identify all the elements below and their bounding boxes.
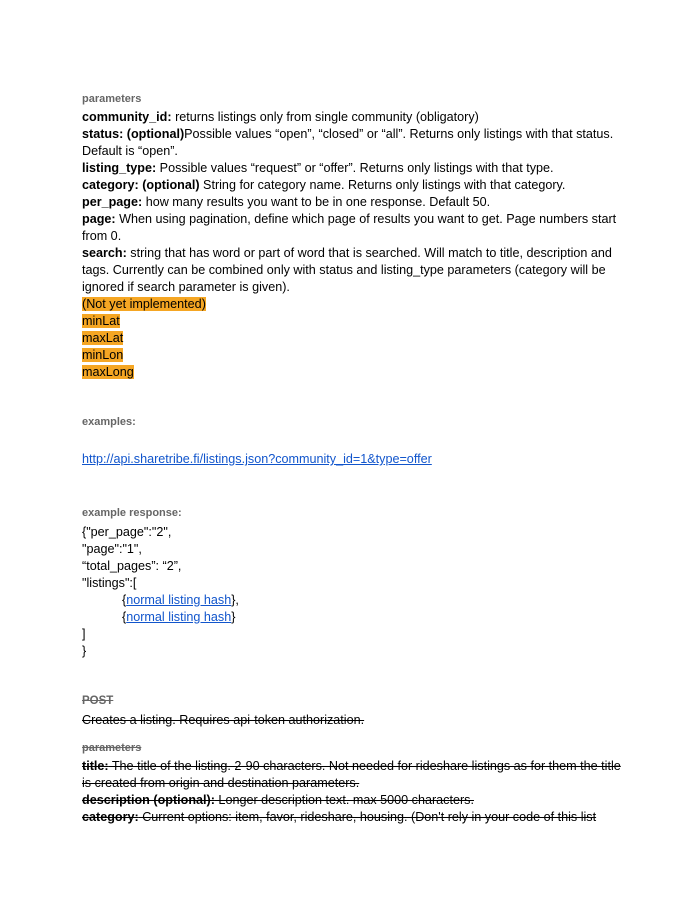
param-per-page bbox=[82, 194, 622, 211]
param-label: description (optional): bbox=[82, 793, 215, 807]
param-status bbox=[82, 126, 622, 160]
post-param-description bbox=[82, 792, 622, 809]
param-listing-type bbox=[82, 160, 622, 177]
param-text: String for category name. Returns only listings with that category. bbox=[199, 178, 566, 192]
response-line: "listings":[ bbox=[82, 576, 137, 590]
param-search bbox=[82, 245, 622, 296]
param-category bbox=[82, 177, 622, 194]
param-text: The title of the listing. 2-90 characters. Not needed for rideshare listings as for them the title is created from origin and destination parameters. bbox=[82, 759, 621, 790]
param-text: string that has word or part of word that is searched. Will match to title, description and tags. Currently can be combined only with status and listing_type parameters (category will be ignored if search parameter is given). bbox=[82, 246, 612, 294]
listing-hash-link[interactable]: normal listing hash bbox=[126, 593, 232, 607]
response-line: "page":"1", bbox=[82, 542, 142, 556]
geo-param bbox=[82, 330, 622, 347]
post-param-category bbox=[82, 809, 622, 826]
param-label: community_id: bbox=[82, 110, 172, 124]
brace-close: } bbox=[231, 610, 236, 624]
param-text: Longer description text. max 5000 characters. bbox=[214, 793, 474, 807]
listing-hash-link[interactable]: normal listing hash bbox=[126, 610, 232, 624]
param-text: returns listings only from single community (obligatory) bbox=[171, 110, 479, 124]
post-param-title bbox=[82, 758, 622, 792]
brace-close: }, bbox=[231, 593, 239, 607]
geo-param bbox=[82, 364, 622, 381]
post-description: Creates a listing. Requires api-token authorization. bbox=[82, 713, 365, 727]
param-label: per_page: bbox=[82, 195, 143, 209]
param-text: When using pagination, define which page of results you want to get. Page numbers start from 0. bbox=[82, 212, 617, 243]
highlighted-text: (Not yet implemented) bbox=[82, 297, 206, 311]
param-label: page: bbox=[82, 212, 116, 226]
param-label: status: (optional) bbox=[82, 127, 185, 141]
response-listing-item bbox=[82, 592, 622, 609]
param-page bbox=[82, 211, 622, 245]
geo-param bbox=[82, 313, 622, 330]
not-implemented-note bbox=[82, 296, 622, 313]
highlighted-text: minLon bbox=[82, 348, 124, 362]
post-parameters-heading: parameters bbox=[82, 742, 142, 754]
param-text: how many results you want to be in one response. Default 50. bbox=[142, 195, 491, 209]
example-url-line bbox=[82, 451, 622, 468]
document-page bbox=[82, 92, 622, 826]
parameters-heading: parameters bbox=[82, 93, 142, 105]
response-line: } bbox=[82, 644, 87, 658]
highlighted-text: minLat bbox=[82, 314, 120, 328]
param-label: category: bbox=[82, 810, 139, 824]
param-text: Current options: item, favor, rideshare, housing. (Don't rely in your code of this list bbox=[138, 810, 597, 824]
example-url-link[interactable]: http://api.sharetribe.fi/listings.json?community_id=1&type=offer bbox=[82, 452, 432, 466]
post-heading: POST bbox=[82, 695, 114, 707]
response-listing-item bbox=[82, 609, 622, 626]
param-text: Possible values “request” or “offer”. Returns only listings with that type. bbox=[156, 161, 554, 175]
response-line: ] bbox=[82, 627, 86, 641]
examples-heading: examples: bbox=[82, 416, 136, 428]
response-line: {"per_page":"2", bbox=[82, 525, 172, 539]
param-text: Possible values “open”, “closed” or “all”. Returns only listings with that status. Default is “open”. bbox=[82, 127, 614, 158]
brace-open: { bbox=[122, 593, 127, 607]
param-label: search: bbox=[82, 246, 127, 260]
param-label: listing_type: bbox=[82, 161, 157, 175]
geo-param bbox=[82, 347, 622, 364]
highlighted-text: maxLat bbox=[82, 331, 124, 345]
example-response-heading: example response: bbox=[82, 507, 182, 519]
param-community-id bbox=[82, 109, 622, 126]
response-line: “total_pages”: “2”, bbox=[82, 559, 182, 573]
param-label: title: bbox=[82, 759, 109, 773]
highlighted-text: maxLong bbox=[82, 365, 134, 379]
param-label: category: (optional) bbox=[82, 178, 200, 192]
brace-open: { bbox=[122, 610, 127, 624]
